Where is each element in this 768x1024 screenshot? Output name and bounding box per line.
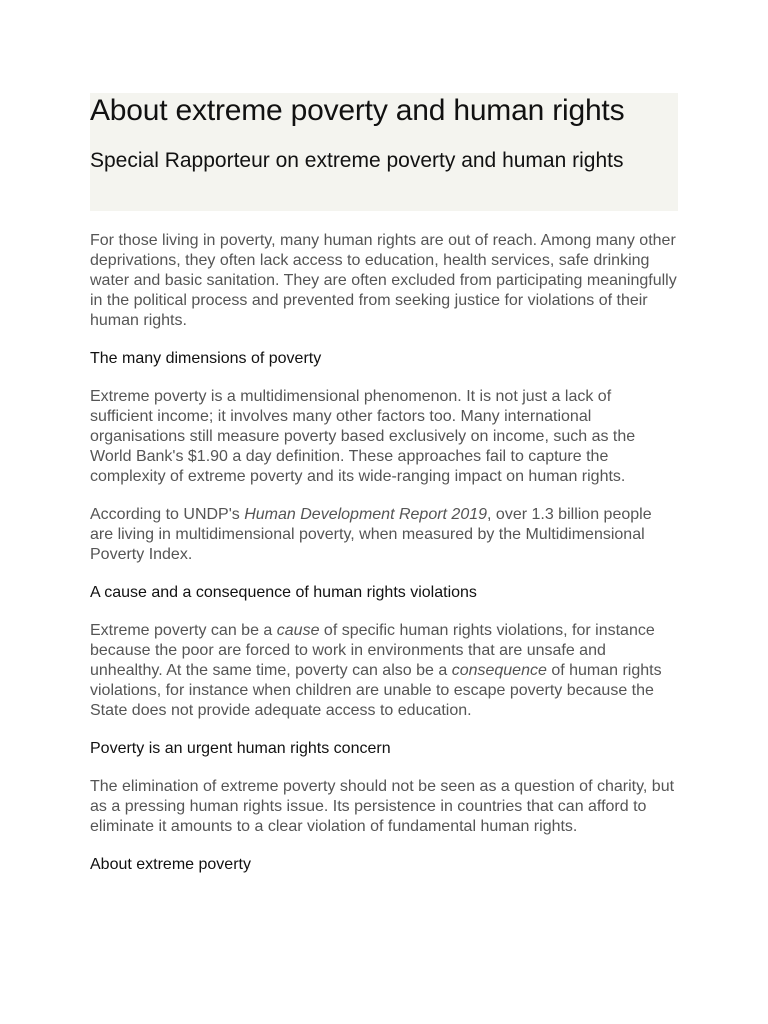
cause-text-1: Extreme poverty can be a	[90, 622, 277, 639]
urgent-paragraph: The elimination of extreme poverty should not be seen as a question of charity, but as a pressing human rights issue. Its persistence in countries that can afford to eliminate it amounts to a clear violation of fundamental human rights.	[90, 778, 675, 835]
page-subtitle: Special Rapporteur on extreme poverty and human rights	[90, 149, 624, 172]
section-heading-about: About extreme poverty	[90, 856, 251, 873]
section-heading-urgent: Poverty is an urgent human rights concern	[90, 740, 391, 757]
section-heading-dimensions: The many dimensions of poverty	[90, 350, 322, 367]
consequence-italic: consequence	[451, 662, 547, 679]
intro-paragraph: For those living in poverty, many human rights are out of reach. Among many other deprivations, they often lack access to education, health services, safe drinking water and basic sanitation. They are often excluded from participating meaningfully in the political process and prevented from seeking justice for violations of their human rights.	[90, 232, 677, 329]
dimensions-paragraph: Extreme poverty is a multidimensional phenomenon. It is not just a lack of sufficient income; it involves many other factors too. Many international organisations still measure poverty based exclusively on income, such as the World Bank's $1.90 a day definition. These approaches fail to capture the complexity of extreme poverty and its wide-ranging impact on human rights.	[90, 388, 636, 485]
undp-text-before: According to UNDP's	[90, 506, 245, 523]
undp-paragraph	[90, 505, 678, 565]
article-body	[90, 231, 678, 875]
cause-paragraph	[90, 621, 678, 721]
header-banner	[90, 93, 678, 211]
cause-text-2: of specific human rights violations, for instance because the poor are forced to work in environments that are unsafe and unhealthy. At the same time, poverty can also be a	[90, 622, 655, 679]
page-title: About extreme poverty and human rights	[90, 94, 625, 127]
cause-italic: cause	[276, 622, 320, 639]
document-page	[90, 93, 678, 893]
cause-text-3: of human rights violations, for instance when children are unable to escape poverty because the State does not provide adequate access to education.	[90, 662, 662, 719]
section-heading-cause: A cause and a consequence of human rights violations	[90, 584, 477, 601]
report-title: Human Development Report 2019	[244, 506, 488, 523]
undp-text-after: , over 1.3 billion people are living in multidimensional poverty, when measured by the Multidimensional Poverty Index.	[90, 506, 652, 563]
